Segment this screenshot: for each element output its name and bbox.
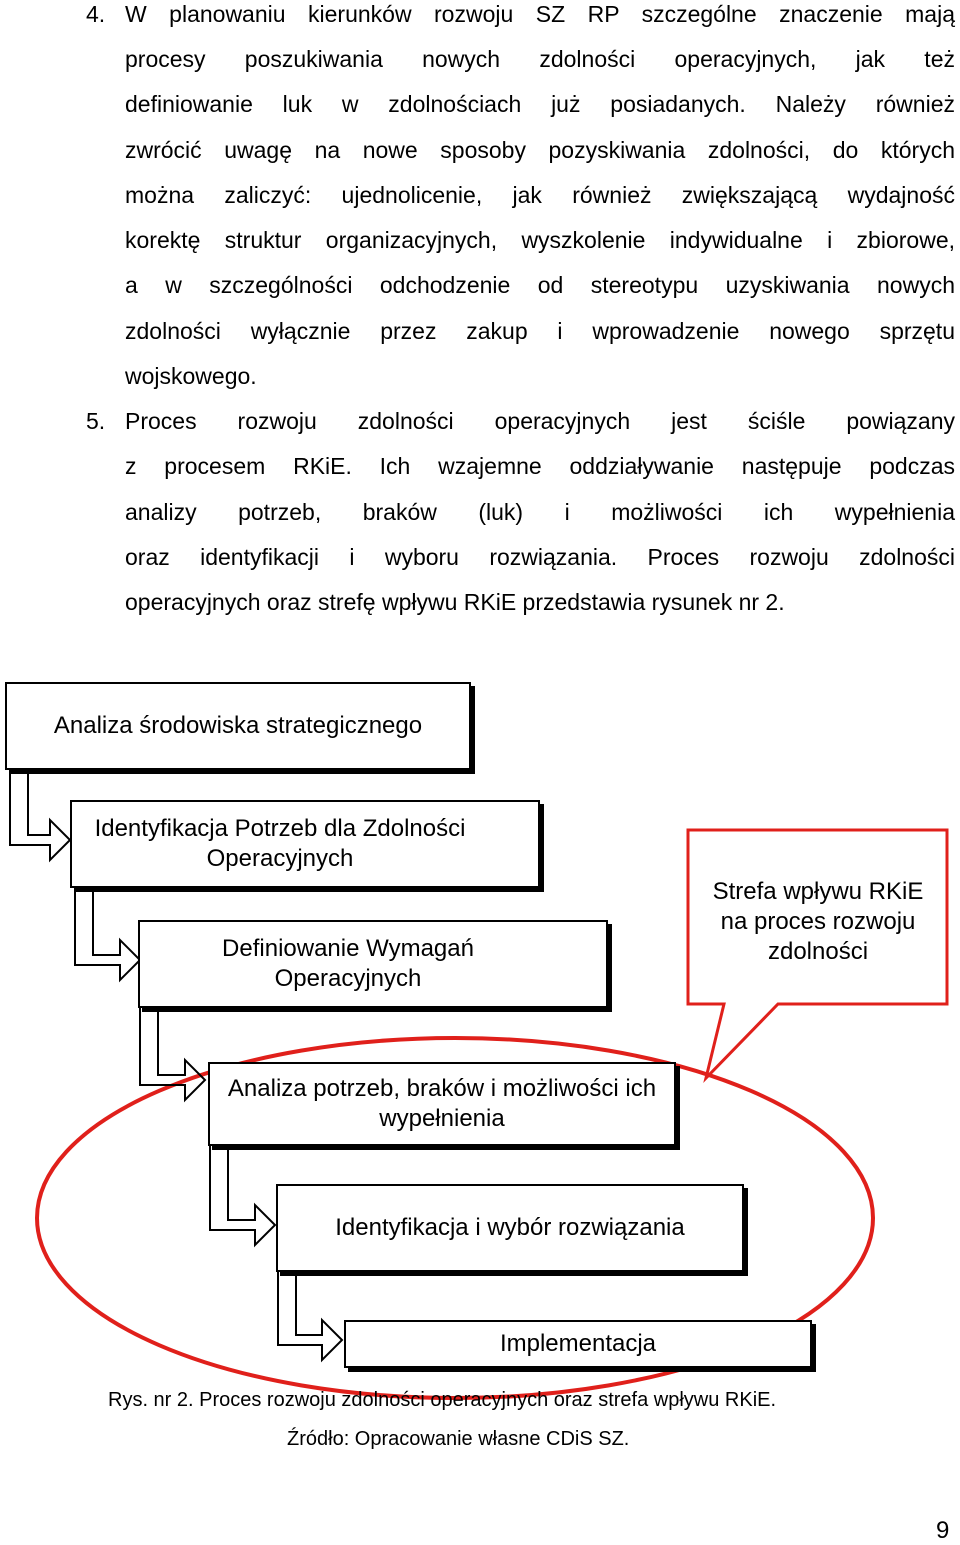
paragraph-line: oraz identyfikacji i wyboru rozwiązania. Proces rozwoju zdolności	[125, 544, 955, 570]
item-number-5: 5.	[86, 408, 106, 434]
figure-caption: Rys. nr 2. Proces rozwoju zdolności operacyjnych oraz strefa wpływu RKiE.	[108, 1389, 777, 1411]
paragraph-line: zdolności wyłącznie przez zakup i wprowadzenie nowego sprzętu	[125, 318, 955, 344]
connector-arrow	[278, 1272, 342, 1360]
paragraph-line: z procesem RKiE. Ich wzajemne oddziaływanie następuje podczas	[125, 453, 955, 479]
paragraph-line: definiowanie luk w zdolnościach już posiadanych. Należy również	[125, 91, 955, 117]
step-box-needs-gaps-analysis: Analiza potrzeb, braków i możliwości ich wypełnienia	[208, 1062, 676, 1146]
step-box-implementation: Implementacja	[344, 1320, 812, 1368]
connector-arrow	[10, 770, 70, 860]
paragraph-line: a w szczególności odchodzenie od stereotypu uzyskiwania nowych	[125, 272, 955, 298]
item-number-4: 4.	[86, 1, 106, 27]
step-box-strategic-analysis: Analiza środowiska strategicznego	[5, 682, 471, 770]
step-box-solution-selection: Identyfikacja i wybór rozwiązania	[276, 1184, 744, 1272]
paragraph-line: korektę struktur organizacyjnych, wyszkolenie indywidualne i zbiorowe,	[125, 227, 955, 253]
connector-arrow	[75, 888, 140, 980]
paragraph-line: wojskowego.	[125, 363, 257, 389]
paragraph-line: procesy poszukiwania nowych zdolności operacyjnych, jak też	[125, 46, 955, 72]
paragraph-line: operacyjnych oraz strefę wpływu RKiE przedstawia rysunek nr 2.	[125, 589, 785, 615]
step-box-operational-requirements: Definiowanie Wymagań Operacyjnych	[138, 920, 608, 1008]
paragraph-line: zwrócić uwagę na nowe sposoby pozyskiwania zdolności, do których	[125, 137, 955, 163]
paragraph-line: analizy potrzeb, braków (luk) i możliwości ich wypełnienia	[125, 499, 955, 525]
paragraph-line: W planowaniu kierunków rozwoju SZ RP szczególne znaczenie mają	[125, 1, 955, 27]
callout-text: Strefa wpływu RKiE na proces rozwoju zdolności	[712, 878, 924, 965]
step-box-needs-identification: Identyfikacja Potrzeb dla Zdolności Operacyjnych	[70, 800, 540, 888]
figure-source: Źródło: Opracowanie własne CDiS SZ.	[287, 1428, 630, 1450]
page-number: 9	[936, 1517, 950, 1544]
paragraph-line: można zaliczyć: ujednolicenie, jak również zwiększającą wydajność	[125, 182, 955, 208]
paragraph-line: Proces rozwoju zdolności operacyjnych jest ściśle powiązany	[125, 408, 955, 434]
connector-arrow	[210, 1146, 275, 1245]
